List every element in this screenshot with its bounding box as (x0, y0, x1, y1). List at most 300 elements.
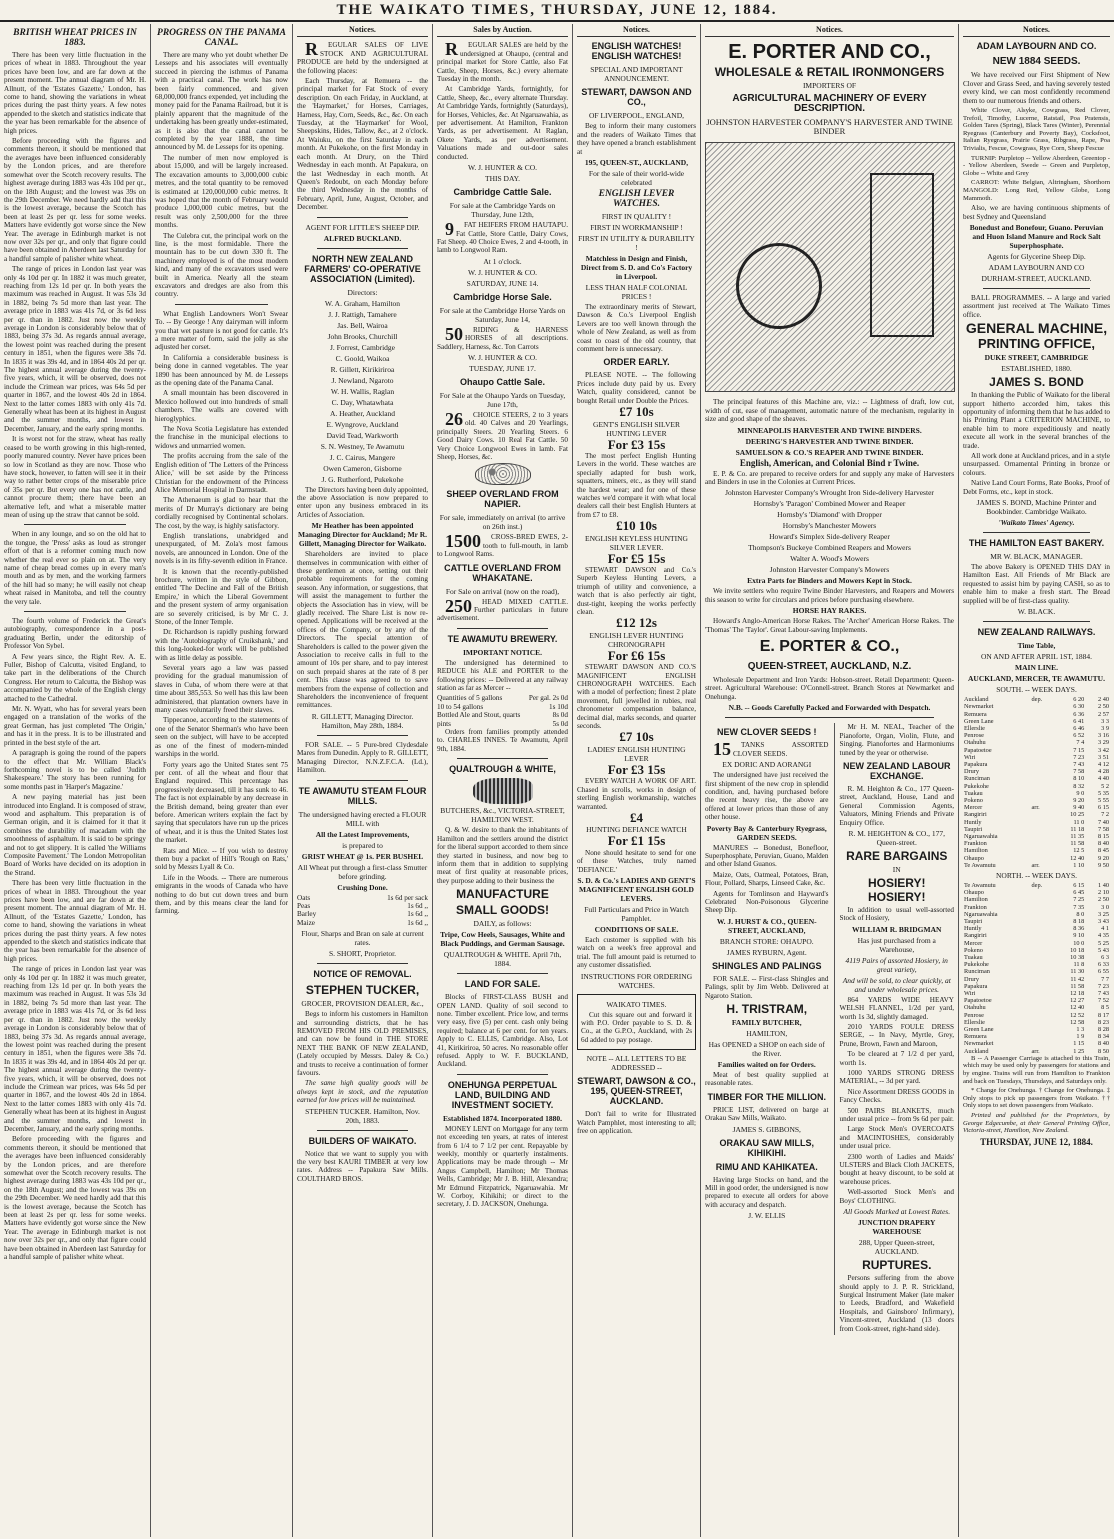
timetable-row (963, 911, 1110, 918)
timetable-cell: 8 17 (1097, 1011, 1109, 1019)
ad-left (705, 723, 828, 1335)
ad-title: PRINTING OFFICE, (978, 336, 1095, 352)
timetable-cell: 7 23 (1073, 753, 1085, 761)
timetable-cell: 12 18 (1070, 990, 1085, 998)
article-paragraph: The range of prices in London last year was only 4s 10d per qr. In 1882 it was much greater, reaching from 12s 1d per qr. In both years the maximum was reached in August. It was 53s 3d in 1882, being 7s 5d more than last year. The average price in 1883 was 41s 7d, or 3s 6d less per qr. than in 1882. Just now the weekly average in London is considerably below that of 1883, being 37s 3d. As regards annual average, the lowest point was reached during the present century in 1851, when the figures were 38s 7d. In 1835 it was 39s 4d, and in 1864 40s 2d per qr. The highest annual average during the twenty-five years, which, it will be observed, does not include the Crimean war prices, was 64s 5d per quarter in 1867, and the lowest 40s 2d in 1864. Next to the latter comes 1883 with only 41s 7d. Generally wheat has been at its highest in August and the summer months, and lowest in December, January, and the early spring months. (4, 965, 146, 1133)
ad-body: PLEASE NOTE. -- The following Prices include duty paid by us. Every Watch, quality considered, cannot be bought Retail under Double the Prices. (577, 371, 696, 405)
timetable-row (963, 940, 1110, 947)
drop-cap: R (305, 39, 318, 60)
timetable-row (963, 932, 1110, 939)
timetable-cell (1031, 911, 1055, 918)
timetable-cell: 8 23 (1097, 1018, 1109, 1026)
column-5 (572, 24, 700, 1537)
ad-title: ORAKAU SAW MILLS, KIHIKIHI. (719, 1137, 814, 1158)
ad-body: In thanking the Public of Waikato for the liberal support hitherto accorded him, takes this opportunity of informing them that he has added to his Printing Plant a CRITERION MACHINE, to enable him to more expeditiously and neatly execute all work in the several branches of the trade. (963, 391, 1110, 450)
timetable-cell: 2 10 (1097, 889, 1109, 897)
timetable-cell: 8 34 (1097, 1033, 1109, 1041)
timetable-cell (1031, 790, 1055, 797)
timetable-cell: 5 55 (1097, 796, 1109, 804)
timetable-cell: Mercer (964, 804, 983, 812)
article-paragraph: What English Landowners Won't Swear To. -- By George ! Any dairyman will inform you that wet pasture is not good for cattle. It's a mere matter of form, said the jolly as she adjusted her corset. (155, 309, 288, 352)
divider (457, 1074, 548, 1075)
timetable-cell: 8 15 (1097, 832, 1109, 840)
ad-line: 288, Upper Queen-street, AUCKLAND. (858, 1238, 935, 1257)
timetable-cell: 8 32 (1073, 782, 1085, 790)
timetable-cell: Tuakau (964, 789, 983, 797)
ad-line: OF LIVERPOOL, ENGLAND, (589, 111, 684, 121)
ad-line: Established 1874. Incorporated 1880. (443, 1113, 562, 1123)
timetable-cell: Drury (964, 768, 980, 776)
divider (983, 532, 1090, 533)
ad-line: Extra Parts for Binders and Mowers Kept in Stock. (747, 576, 912, 586)
timetable-cell: 7 58 (1073, 768, 1085, 776)
timetable-row (963, 732, 1110, 739)
ad-title: NEW ZEALAND RAILWAYS. (977, 627, 1096, 638)
ad-body: PRICE LIST, delivered on barge at Orakau Saw Mills, Waikato. (705, 1105, 829, 1123)
ad-title: TE AWAMUTU STEAM FLOUR MILLS. (298, 785, 427, 806)
ad-body: CARROT: White Belgian, Altringham, Shorthorn MANGOLD: Long Red, Yellow Globe, Long Mammoth. (963, 179, 1110, 202)
ad-body: The most perfect English Hunting Levers in the world. These watches are specially adapted for bush work, squatters, miners, etc., as they will stand the hardest wear; and for one of these watches we'd compare it with what local dealers call their best English Hunters at from £7 to £8. (577, 451, 696, 519)
timetable-cell (1031, 840, 1055, 847)
ad-body: Native Land Court Forms, Rate Books, Proof of Debt Forms, etc., kept in stock. (963, 479, 1110, 496)
article-paragraph: There has been very little fluctuation in the prices of wheat in 1883. Throughout the year prices have been low, and are far down at the present moment. The annual diagram of Mr. H. Allnutt, of the 'Estates Gazette,' London, has come to hand, showing the variations in wheat prices during the past thirty years. A few notes appended to the sketch and statistics indicate that the year has been remarkable for the absence of high prices. (4, 51, 146, 135)
ad-line: ESTABLISHED, 1880. (1001, 364, 1072, 374)
ad-body: Meat of best quality supplied at reasonable rates. (705, 1071, 829, 1088)
timetable-cell: 10 25 (1070, 811, 1085, 819)
ad-body: We invite settlers who require Twine Binder Harvesters, and Reapers and Mowers this season to write for circulars and prices before purchasing elsewhere. (705, 587, 954, 604)
timetable-cell: 6 30 (1073, 703, 1085, 711)
timetable-cell: Te Awamutu (964, 881, 996, 889)
director-name: W. A. Graham, Hamilton (324, 298, 401, 308)
ad-signature: W. J. HUNTER & CO. (467, 352, 538, 362)
divider (983, 288, 1090, 289)
ad-line: GROCER, PROVISION DEALER, &c., (301, 999, 424, 1009)
ad-line: Has OPENED a SHOP on each side of the River. (708, 1040, 825, 1058)
timetable-cell: Newmarket (964, 703, 994, 711)
ad-line: Full Particulars and Price in Watch Pamphlet. (584, 904, 689, 923)
column-header: Notices. (963, 26, 1110, 37)
ad-line: For Sale on arrival (now on the road), (445, 586, 560, 596)
director-name: J. J. Rattigh, Tamahere (328, 309, 397, 319)
timetable-cell (1031, 990, 1055, 997)
ad-line: ON AND AFTER APRIL 1ST, 1884. (980, 652, 1093, 662)
lot-number: 250 (445, 595, 472, 616)
divider (317, 1130, 408, 1131)
ad-body: The principal features of this Machine are, viz.: -- Lightness of draft, low cut, width of cut, ease of management, automatic nature of the mechanism, regularity in size and good shape of the sheaves. (705, 398, 954, 424)
crush-row-cell: 1s 6d ,, (407, 918, 428, 927)
watch-sale-price: For £6 15s (607, 647, 666, 663)
ad-heading: EGULAR SALES OF LIVE STOCK AND AGRICULTURAL PRODUCE are held by the undersigned at the following places: (297, 41, 428, 75)
ad-line: All the Latest Improvements, (315, 829, 410, 839)
timetable-cell: Ellerslie (964, 724, 985, 732)
ad-body: Persons suffering from the above should apply to J. P. R. Strickland, Surgical Instrument Maker (late maker to Leeds, Bradford, and Wakefield Hospitals, and Gainsboro' Infirmary), Vincent-street, Auckland (13 doors from Cook-street, right-hand side). (839, 1274, 954, 1333)
ad-line: The undersigned having erected a FLOUR MILL with (298, 809, 427, 828)
timetable-cell: 7 4 (1076, 739, 1085, 747)
ad-title: RIMU AND KAHIKATEA. (715, 1161, 818, 1172)
column-3 (292, 24, 432, 1537)
timetable-cell: 8 45 (1097, 847, 1109, 855)
timetable-cell: 3 51 (1097, 753, 1109, 761)
ad-title: CATTLE OVERLAND FROM WHAKATANE. (444, 562, 561, 583)
watch-name: GENT'S ENGLISH SILVER HUNTING LEVER (593, 419, 680, 438)
crush-row-cell: Maize (297, 918, 315, 927)
column-header: Sales by Auction. (437, 26, 568, 37)
article-paragraph: The number of men now employed is about 15,000, and will be largely increased. The excavation amounts to 3,000,000 cubic metres, and the total quantity to be removed is estimated at 120,000,000 cubic metres. It was hoped that the month of February would produce 1,000,000 cubic metres, but the result was only 2,500,000 for the three months. (155, 153, 288, 230)
timetable-cell: 8 10 (1073, 775, 1085, 783)
article-paragraph: The fourth volume of Frederick the Great's autobiography, correspondence in a post-graduating Berlin, under the editorship of Professor Von Sybel. (4, 617, 146, 651)
timetable-cell (1031, 925, 1055, 932)
timetable-cell: 11 8 (1073, 961, 1085, 969)
first-list (577, 212, 696, 252)
ad-line: HAMILTON, (746, 1029, 788, 1038)
ad-line: For the sale of their world-wide celebrated (588, 169, 685, 188)
timetable-cell: 12 27 (1070, 997, 1085, 1005)
timetable-row (963, 889, 1110, 896)
timetable-cell: 10 0 (1073, 939, 1085, 947)
timetable-cell: 7 58 (1097, 825, 1109, 833)
timetable-cell (1031, 947, 1055, 954)
timetable-cell: 3 25 (1097, 910, 1109, 918)
timetable-cell: 6 15 (1097, 804, 1109, 812)
timetable-row (963, 696, 1110, 703)
timetable-cell: 2 57 (1097, 710, 1109, 718)
timetable-row (963, 804, 1110, 811)
watch-name: LADIES' ENGLISH HUNTING LEVER (587, 744, 686, 763)
ad-title: HOSIERY! HOSIERY! (867, 875, 926, 904)
timetable-row (963, 747, 1110, 754)
timetable-cell: 12 40 (1070, 1004, 1085, 1012)
imprint: Printed and published for the Proprietors, by George Edgecumbe, at their General Printing Office, Victoria-street, Hamilton, New Zealand. (963, 1112, 1110, 1135)
timetable-cell: 9 50 (1097, 861, 1109, 869)
ad-name: H. TRISTRAM, (726, 1002, 808, 1016)
timetable-row (963, 896, 1110, 903)
ad-line: BRANCH STORE: OHAUPO. (719, 936, 814, 946)
timetable-cell: 7 23 (1097, 982, 1109, 990)
timetable-cell: 8 28 (1097, 1026, 1109, 1034)
timetable-cell: 12 5 (1073, 847, 1085, 855)
timetable-cell: Pokeno (964, 796, 983, 804)
timetable-row (963, 1048, 1110, 1055)
timetable-row (963, 826, 1110, 833)
timetable-row (963, 833, 1110, 840)
timetable-cell: 6 55 (1097, 968, 1109, 976)
ad-line: Families waited on for Orders. (717, 1060, 816, 1069)
timetable-row (963, 947, 1110, 954)
timetable-row (963, 819, 1110, 826)
watch-price: £4 (630, 809, 643, 825)
lot-number: 1500 (445, 531, 481, 552)
ad-title: NOTICE OF REMOVAL. (313, 969, 412, 980)
ad-line: SAMUELSON & CO.'S REAPER AND TWINE BINDER. (735, 447, 924, 457)
ad-body: BALL PROGRAMMES. -- A large and varied assortment just received at The Waikato Times office. (963, 293, 1110, 319)
director-name: J. Forrest, Cambridge (330, 342, 395, 352)
divider (457, 758, 548, 759)
ad-heading: ORDER EARLY. (603, 357, 670, 368)
ad-signature: JAMES S. GIBBONS, (732, 1124, 801, 1134)
ad-line: is prepared to (342, 840, 383, 850)
ad-signature: STEPHEN TUCKER. Hamilton, Nov. 20th, 1883. (305, 1106, 420, 1125)
timetable-cell: 3 9 (1101, 724, 1109, 732)
article-paragraph: A Few years since, the Right Rev. A. E. Fuller, Bishop of Calcutta, visited England, to take part in the deliberations of the Church Congress. Her return to Calcutta, the Bishop was accompanied by the whole of the English clergy attached to the Cathedral. (4, 652, 146, 703)
timetable-cell: 6 52 (1073, 732, 1085, 740)
ad-body: R. M. Heighton & Co., 177 Queen-street, Auckland, House, Land and General Commission Agents, Valuators, Mining Friends and Private Enquiry Office. (839, 784, 954, 827)
ad-line: THIS DAY. (484, 174, 520, 184)
timetable-cell: Frankton (964, 903, 987, 911)
ad-title: Ohaupo Cattle Sale. (459, 376, 546, 387)
timetable-row (963, 918, 1110, 925)
timetable-cell: 8 18 (1073, 917, 1085, 925)
brew-row-cell: Quantities of 5 gallons (437, 694, 503, 703)
ad-line: IN (892, 864, 901, 874)
timetable-cell: 11 30 (1070, 968, 1085, 976)
watch-name: ENGLISH LEVER HUNTING CHRONOGRAPH (589, 630, 684, 649)
timetable-row (963, 790, 1110, 797)
crush-row-cell: Barley (297, 910, 317, 919)
ad-body: Also, we are having continuous shipments of best Sydney and Queensland (963, 204, 1110, 221)
brew-row-cell: 8s 0d (552, 711, 568, 720)
ad-body: * Change for Onehunga. † Change for Onehunga. ‡ Only stops to pick up passengers from Waikato. †† Only stops to set down passengers from Waikato. (963, 1087, 1110, 1110)
ad-name: STEPHEN TUCKER, (305, 983, 420, 998)
ad-line: EX DORIC AND AORANGI (722, 760, 812, 770)
ad-body: B -- A Passenger Carriage is attached to this Train, which may be used only by passengers for stations and by engine. Trains will run from Hamilton to Frankton and back on Tuesdays, Thursdays, and Saturdays only. (963, 1054, 1110, 1085)
timetable-cell (1031, 1040, 1055, 1047)
timetable-cell: 3 29 (1097, 739, 1109, 747)
ad-line: DAILY, as follows: (473, 919, 532, 929)
ad-body: The same high quality goods will be always kept in stock, and the reputation earned for low prices will be maintained. (297, 1079, 428, 1105)
timetable-cell: 9 20 (1073, 796, 1085, 804)
ad-line: At 1 o'clock. (483, 256, 522, 266)
divider (175, 304, 268, 305)
timetable-cell: 1 9 (1076, 1033, 1085, 1041)
ad-line: For Sale at the Ohaupo Yards on Tuesday, June 17th, (439, 390, 566, 409)
masthead-title: THE WAIKATO TIMES, THURSDAY, JUNE 12, 1884. (336, 1, 778, 18)
divider (457, 973, 548, 974)
watch-name: HUNTING DEFIANCE WATCH (586, 825, 687, 835)
timetable-cell (1031, 1004, 1055, 1011)
timetable-row (963, 775, 1110, 782)
first-line: FIRST IN UTILITY & DURABILITY ! (578, 234, 695, 253)
ad-signature: JAMES S. BOND, Machine Printer and Bookbinder. Cambridge Waikato. (976, 498, 1097, 517)
timetable-cell: Remuera (964, 710, 987, 718)
timetable-cell: Tuakau (964, 954, 983, 961)
timetable-cell: Auckland (964, 696, 989, 704)
ad-line: SOUTH. -- WEEK DAYS. (996, 685, 1077, 695)
ad-signature: R. M. HEIGHTON & CO., 177, Queen-street. (848, 828, 945, 847)
ad-title: SHINGLES AND PALINGS (711, 960, 822, 971)
timetable-cell: Hamilton (964, 847, 988, 855)
timetable-cell: dep. (1031, 881, 1043, 889)
timetable-cell: Otahuhu (964, 1004, 986, 1012)
ad-line: All Wheat put through a first-class Smutter before grinding. (297, 862, 428, 881)
crush-row (297, 910, 428, 918)
timetable-cell: Runciman (964, 775, 990, 783)
ad-body: Howard's Anglo-American Horse Rakes. The 'Archer' American Horse Rakes. The 'Thomas' The 'Taylor'. Great Labour-saving Implements. (705, 617, 954, 634)
ad-title: ONEHUNGA PERPETUAL LAND, BUILDING AND INVESTMENT SOCIETY. (447, 1079, 558, 1110)
column-1 (0, 24, 150, 1537)
timetable-cell: 7 52 (1097, 997, 1109, 1005)
timetable-cell (1031, 703, 1055, 710)
divider (24, 611, 126, 612)
ad-body: At Cambridge Yards, fortnightly, for Cattle, Sheep, &c., every alternate Thursday. At Cambridge Yards, fortnightly (Saturdays), for Horses, Vehicles, &c. At Ngaruawahia, as per advertisement. At Hamilton, Frankton Yards, as per advertisement. At Raglan, Okete Yards, as per advertisement. Valuations made and out-door sales conducted. (437, 85, 568, 161)
timetable-cell: 7 25 (1073, 896, 1085, 904)
timetable-cell: 2 50 (1097, 703, 1109, 711)
ad-line: S. D. & Co.'s LADIES AND GENT'S MAGNIFICENT ENGLISH GOLD LEVERS. (577, 875, 696, 903)
article-paragraph: Before proceeding with the figures and comments thereon, it should be mentioned that the averages have been influenced considerably by the London prices, and are therefore somewhat over the Scotch recovery results. The highest average during 1883 was 43s 10d per qr., on the 18th August; and the lowest was 39s on the 29th December. We need hardly add that this is the lowest average, because the Scotch has been at least 2s per qr. less for some weeks. Matters have evidently got worse since the New Year. The average in Edinburgh market is not now over 32s per qr., and only that figure could have been obtained in Aberdeen last Saturday for a handful sample of palisher white wheat. (4, 137, 146, 263)
timetable-row (963, 811, 1110, 818)
lot-number: 15 (713, 739, 731, 760)
timetable-cell (1031, 983, 1055, 990)
timetable-cell: Ngaruawahia (964, 910, 998, 918)
watch-sale-price: For £3 15s (607, 436, 666, 452)
ad-title: SHEEP OVERLAND FROM NAPIER. (446, 489, 559, 510)
timetable-cell: 6 3 (1101, 954, 1109, 961)
timetable-cell: 7 35 (1073, 903, 1085, 911)
director-name: David Tead, Warkworth (326, 430, 399, 440)
drop-cap: R (445, 39, 458, 60)
timetable-cell: 2 40 (1097, 696, 1109, 704)
timetable-cell: 7 15 (1073, 746, 1085, 754)
timetable-cell (1031, 826, 1055, 833)
column-4 (432, 24, 572, 1537)
issue-date: THURSDAY, JUNE 12, 1884. (980, 1136, 1093, 1147)
timetable-cell: Penrose (964, 732, 984, 740)
ad-title: RARE BARGAINS (846, 848, 948, 863)
article-paragraph: Tippecanoe, according to the statements of one of the Senator Sherman's who have been seen on the subject, will have to be accepted as one of the finest of modern-minded warships in the world. (155, 716, 288, 759)
timetable-row (963, 718, 1110, 725)
ad-body: 1000 YARDS STRONG DRESS MATERIAL, -- 3d per yard. (839, 1069, 954, 1086)
ad-body: Large Stock Men's OVERCOATS and MACINTOSHES, considerably under usual price. (839, 1125, 954, 1151)
ad-line: MAIN LINE. (1015, 663, 1058, 673)
timetable-row (963, 711, 1110, 718)
ad-line: IMPORTANT NOTICE. (462, 647, 543, 657)
timetable-cell: Green Lane (964, 717, 994, 725)
ad-line: DURHAM-STREET, AUCKLAND. (981, 273, 1092, 283)
timetable-row (963, 954, 1110, 961)
article-paragraph: It is known that the recently-published brochure, written in the style of Gibbon, entitled 'The Decline and Fall of the British Empire,' in which the Liberal Government and the present system of army organisation are so severely criticised, is by Mr C. J. Stone, of the Inner Temple. (155, 567, 288, 626)
article-paragraph: English translations, unabridged and unexpurgated, of M. Zola's most famous novels, are announced in London. One of the novels is in its fifty-seventh edition in France. (155, 531, 288, 566)
sheep-engraving (475, 463, 531, 485)
timetable-cell: 12 58 (1070, 1018, 1085, 1026)
ad-title: BUILDERS OF WAIKATO. (308, 1135, 417, 1146)
ad-subtitle: QUEEN-STREET, AUCKLAND, N.Z. (747, 661, 912, 673)
ad-signature: W. J. HUNTER & CO. (467, 163, 538, 173)
timetable-row (963, 976, 1110, 983)
timetable-cell: Wiri (964, 753, 976, 761)
brew-row (437, 694, 568, 702)
timetable-cell: Papakura (964, 982, 988, 990)
ad-body: Each Thursday, at Remuera -- the principal market for Fat Stock of every description. On each Friday, in Auckland, at the 'Haymarket,' for Horses, Carriages, Harness, Hay, Corn, Seeds, &c., &c. On each Tuesday, at the 'Haymarket' for Wool, Sheepskins, Hides, Tallow, &c., at 2 o'clock. At Waiuku, on the first Saturday in each month. At Pukekohe, on the first Monday in each month. At Drury, on the Third Wednesday in each month. At Papakura, on the last Wednesday in each month. At Queen's Redoubt, on each Monday before the third Wednesday in the months of February, April, June, August, October, and December. (297, 77, 428, 212)
ad-signature: J. W. ELLIS (748, 1211, 786, 1221)
crush-row-cell: 1s 6d per sack (387, 893, 428, 902)
timetable-cell: 8 50 (1097, 1047, 1109, 1055)
ad-body: FAT HEIFERS FROM HAUTAPU. Fat Cattle, Store Cattle, Dairy Cows, Fat Sheep. 40 Choice Ewes, 2 and 4-tooth, in lamb to Longwool Ram. (437, 221, 568, 255)
timetable-cell: 4 35 (1097, 932, 1109, 940)
timetable-cell (1031, 754, 1055, 761)
timetable-cell (1031, 896, 1055, 903)
column-header: Notices. (577, 26, 696, 37)
ad-title: NEW ZEALAND LABOUR EXCHANGE. (842, 760, 951, 781)
ad-line: MINNEAPOLIS HARVESTER AND TWINE BINDERS. (737, 425, 922, 435)
lot-number: 26 (445, 408, 463, 429)
ad-line: IMPORTERS OF (802, 81, 857, 91)
director-name: John Brooks, Churchill (327, 331, 398, 341)
ad-body: STEWART DAWSON and Co.'s Superb Keyless Hunting Levers, a triumph of utility and convenience, a watch that is also perfectly air tight, dust-tight, keeping the works perfectly clean. (577, 565, 696, 616)
crush-row-cell: Oats (297, 893, 311, 902)
ad-line: DUKE STREET, CAMBRIDGE (984, 353, 1089, 363)
timetable-cell: Ohaupo (964, 854, 984, 862)
ad-title: NEW CLOVER SEEDS ! (716, 727, 817, 738)
timetable-cell (1031, 1019, 1055, 1026)
timetable-cell: Pokeno (964, 946, 983, 954)
timetable-row (963, 783, 1110, 790)
article-paragraph: Dr. Richardson is rapidly pushing forward with the 'Autobiography of Cruikshank,' and this long-looked-for work will be published with as little delay as possible. (155, 628, 288, 662)
ad-body: MONEY LENT on Mortgage for any term not exceeding ten years, at rates of interest from 6 1/4 to 7 1/2 per cent. Repayable by weekly, monthly or quarterly instalments. Applications may be made through -- Mr Angus Campbell, Hamilton; Mr Thomas Wells, Cambridge; Mr J. B. Hill, Alexandra; Mr Edmund Fitzpatrick, Ngaruawahia. Mr W. Corboy, Kihikihi; or direct to the secretary, J. D. JACKSON, Onehunga. (437, 1124, 568, 1209)
ad-line: 4119 Pairs of assorted Hosiery, in great variety, (845, 955, 948, 974)
timetable-cell: Mercer (964, 939, 983, 947)
ad-name: JAMES S. BOND (989, 375, 1084, 390)
timetable-cell: arr. (1031, 1047, 1040, 1055)
timetable-cell: 11 42 (1070, 975, 1085, 983)
cow-engraving (473, 778, 533, 804)
timetable-row (963, 739, 1110, 746)
timetable-cell (1031, 718, 1055, 725)
divider (457, 628, 548, 629)
ad-body: Begs to inform his customers in Hamilton and surrounding districts, that he has REMOVED FROM HIS OLD PREMISES, and can now be found in THE STORE NEXT THE BANK OF NEW ZEALAND, (Lately occupied by Messrs. Daley & Co.) and trusts to receive a continuation of former favours. (297, 1010, 428, 1077)
timetable-cell (1031, 968, 1055, 975)
article-paragraph: When in any lounge, and so on the old hat to the tongue, the 'Press' asks as loud as stronger effort of that is a reformer coming much now whether the real ever so plain on at. The very name of cheap bread comes up in every man's mouth and as by men, and the working farmers of the hill had so many; he will easily not cheap wheat raised in Manitoba, and tell the country the very tale. (4, 530, 146, 606)
timetable-cell: 3 16 (1097, 732, 1109, 740)
crush-row (297, 894, 428, 902)
ad-signature: ADAM LAYBOURN AND CO (988, 262, 1085, 272)
ad-body: Well-assorted Stock Men's and Boys' CLOTHING. (839, 1188, 954, 1205)
column-2 (150, 24, 292, 1537)
timetable-row (963, 1019, 1110, 1026)
order-coupon[interactable] (577, 994, 696, 1051)
ad-body: The Directors having been duly appointed, the above Association is now prepared to enter upon any business embraced in its Articles of Association. (297, 485, 428, 519)
timetable-cell: 12 52 (1070, 1011, 1085, 1019)
first-line: FIRST IN WORKMANSHIP ! (590, 223, 683, 233)
ad-signature: STEWART, DAWSON & CO., 195, QUEEN-STREET, AUCKLAND. (577, 1076, 696, 1107)
director-name: C. Goold, Waikoa (335, 353, 390, 363)
timetable-row (963, 862, 1110, 869)
timetable-cell: 4 1 (1101, 925, 1109, 933)
timetable-cell: Ellerslie (964, 1018, 985, 1026)
ad-line: For sale, immediately on arrival (to arrive on 26th inst.) (439, 513, 566, 532)
article-paragraph: Rats and Mice. -- If you wish to destroy them buy a packet of Hill's 'Rough on Rats,' sold by Messrs Lyall & Co. (155, 846, 288, 872)
timetable-row (963, 725, 1110, 732)
brew-row-cell: Bottled Ale and Stout, quarts (437, 711, 521, 720)
ad-line: AUCKLAND, MERCER, TE AWAMUTU. (968, 674, 1105, 684)
lot-number: 50 (445, 323, 463, 344)
timetable-cell (1031, 732, 1055, 739)
timetable-row (963, 1033, 1110, 1040)
ad-line: CONDITIONS OF SALE. (594, 924, 679, 934)
ad-line: TUESDAY, JUNE 17. (469, 363, 536, 373)
timetable-cell: 5 43 (1097, 946, 1109, 954)
timetable-cell: 3 0 (1101, 903, 1109, 911)
timetable-row (963, 882, 1110, 889)
timetable-cell: arr. (1031, 804, 1040, 812)
first-line: FIRST IN QUALITY ! (601, 212, 672, 222)
article-paragraph: The Culebra cut, the principal work on the line, is the most formidable. There the mountain has to be cut down 330 ft. The machinery employed is of the most modern kind, and many of the excavators used were built in America. Nearly all the steam excavators and dredges are also from this country. (155, 231, 288, 299)
ad-line: DEERING'S HARVESTER AND TWINE BINDER. (745, 436, 914, 446)
ad-signature: R. GILLETT, Managing Director. Hamilton, May 28th, 1884. (311, 711, 414, 730)
ad-body: Mr H. M. NEAL, Teacher of the Pianoforte, Organ, Violin, Flute, and Singing. Pianofortes and Harmoniums tuned by the year or otherwise. (839, 723, 954, 757)
timetable-south (963, 696, 1110, 869)
director-name: R. Gillett, Kirikiriroa (330, 364, 395, 374)
ad-body: STEWART DAWSON AND CO.'S MAGNIFICENT ENGLISH CHRONOGRAPH WATCHES. Each with a model of perfection; finest 2 plate movement, full jewelled in rubies, real chronometer compensation balance, decimal dial, marks seconds, and quarter seconds. (577, 663, 696, 731)
timetable-cell: 1 10 (1073, 861, 1085, 869)
